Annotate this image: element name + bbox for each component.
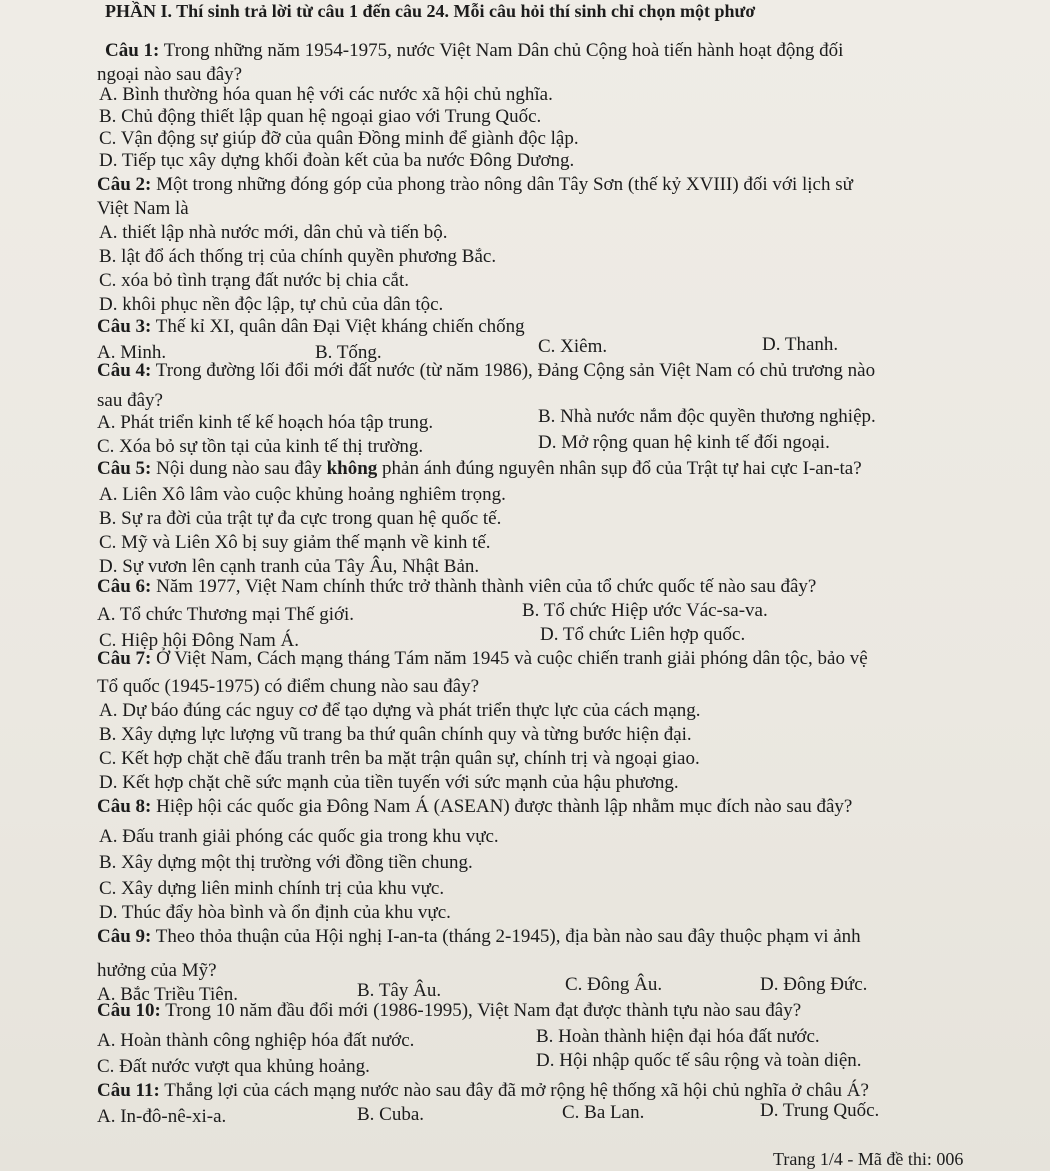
question-8-option-a: A. Đấu tranh giải phóng các quốc gia trong khu vực. <box>99 826 499 847</box>
question-1-stem-cont: ngoại nào sau đây? <box>97 64 243 85</box>
question-8-option-d: D. Thúc đẩy hòa bình và ổn định của khu vực. <box>99 902 451 923</box>
question-11-option-b: B. Cuba. <box>357 1104 425 1125</box>
question-11-stem: Câu 11: Thắng lợi của cách mạng nước nào sau đây đã mở rộng hệ thống xã hội chủ nghĩa ở châu Á? <box>97 1080 869 1101</box>
question-9-stem: Câu 9: Theo thỏa thuận của Hội nghị I-an-ta (tháng 2-1945), địa bàn nào sau đây thuộc phạm vi ảnh <box>97 926 861 947</box>
question-6-stem: Câu 6: Năm 1977, Việt Nam chính thức trở thành thành viên của tổ chức quốc tế nào sau đây? <box>97 576 817 597</box>
question-3-stem: Câu 3: Thế kỉ XI, quân dân Đại Việt kháng chiến chống <box>97 316 525 337</box>
question-4-stem-cont: sau đây? <box>97 390 163 411</box>
question-3-option-a: A. Minh. <box>97 342 167 363</box>
question-2-option-a: A. thiết lập nhà nước mới, dân chủ và tiến bộ. <box>99 222 448 243</box>
question-9-option-a: A. Bắc Triều Tiên. <box>97 984 238 1005</box>
question-8-stem: Câu 8: Hiệp hội các quốc gia Đông Nam Á (ASEAN) được thành lập nhằm mục đích nào sau đây? <box>97 796 853 817</box>
question-9-option-b: B. Tây Âu. <box>357 980 442 1001</box>
question-4-option-a: A. Phát triển kinh tế kế hoạch hóa tập trung. <box>97 412 434 433</box>
section-header: PHẦN I. Thí sinh trả lời từ câu 1 đến câu 24. Mỗi câu hỏi thí sinh chỉ chọn một phươ <box>105 1 756 21</box>
question-10-option-d: D. Hội nhập quốc tế sâu rộng và toàn diện. <box>536 1050 862 1071</box>
question-1-option-a: A. Bình thường hóa quan hệ với các nước xã hội chủ nghĩa. <box>99 84 553 105</box>
question-9-option-c: C. Đông Âu. <box>565 974 663 995</box>
question-10-option-c: C. Đất nước vượt qua khủng hoảng. <box>97 1056 370 1077</box>
question-2-stem-cont: Việt Nam là <box>97 198 189 219</box>
question-5-option-a: A. Liên Xô lâm vào cuộc khủng hoảng nghiêm trọng. <box>99 484 506 505</box>
question-4-stem: Câu 4: Trong đường lối đổi mới đất nước (từ năm 1986), Đảng Cộng sản Việt Nam có chủ trương nào <box>97 360 876 381</box>
question-4-option-c: C. Xóa bỏ sự tồn tại của kinh tế thị trường. <box>97 436 424 457</box>
question-7-stem: Câu 7: Ở Việt Nam, Cách mạng tháng Tám năm 1945 và cuộc chiến tranh giải phóng dân tộc, bảo vệ <box>97 648 868 669</box>
question-10-option-a: A. Hoàn thành công nghiệp hóa đất nước. <box>97 1030 415 1051</box>
question-6-option-a: A. Tổ chức Thương mại Thế giới. <box>97 604 355 625</box>
question-11-option-a: A. In-đô-nê-xi-a. <box>97 1106 227 1127</box>
question-7-option-a: A. Dự báo đúng các nguy cơ để tạo dựng và phát triển thực lực của cách mạng. <box>99 700 701 721</box>
question-8-option-c: C. Xây dựng liên minh chính trị của khu vực. <box>99 878 445 899</box>
question-1-option-d: D. Tiếp tục xây dựng khối đoàn kết của ba nước Đông Dương. <box>99 150 575 171</box>
question-6-option-c: C. Hiệp hội Đông Nam Á. <box>99 630 300 651</box>
question-7-option-d: D. Kết hợp chặt chẽ sức mạnh của tiền tuyến với sức mạnh của hậu phương. <box>99 772 679 793</box>
question-5-stem: Câu 5: Nội dung nào sau đây không phản ánh đúng nguyên nhân sụp đổ của Trật tự hai cực I-an-ta? <box>97 458 862 479</box>
question-6-option-d: D. Tổ chức Liên hợp quốc. <box>540 624 746 645</box>
question-9-option-d: D. Đông Đức. <box>760 974 868 995</box>
question-4-option-b: B. Nhà nước nắm độc quyền thương nghiệp. <box>538 406 876 427</box>
question-6-option-b: B. Tổ chức Hiệp ước Vác-sa-va. <box>522 600 768 621</box>
question-5-option-b: B. Sự ra đời của trật tự đa cực trong quan hệ quốc tế. <box>99 508 502 529</box>
question-2-option-c: C. xóa bỏ tình trạng đất nước bị chia cắt. <box>99 270 410 291</box>
question-2-stem: Câu 2: Một trong những đóng góp của phong trào nông dân Tây Sơn (thế kỷ XVIII) đối với lịch sử <box>97 174 853 195</box>
question-7-option-c: C. Kết hợp chặt chẽ đấu tranh trên ba mặt trận quân sự, chính trị và ngoại giao. <box>99 748 700 769</box>
question-9-stem-cont: hưởng của Mỹ? <box>97 960 217 981</box>
question-5-option-c: C. Mỹ và Liên Xô bị suy giảm thế mạnh về kinh tế. <box>99 532 491 553</box>
question-1-option-b: B. Chủ động thiết lập quan hệ ngoại giao với Trung Quốc. <box>99 106 542 127</box>
question-8-option-b: B. Xây dựng một thị trường với đồng tiền chung. <box>99 852 473 873</box>
question-1-stem: Câu 1: Trong những năm 1954-1975, nước Việt Nam Dân chủ Cộng hoà tiến hành hoạt động đối <box>105 40 844 61</box>
question-10-stem: Câu 10: Trong 10 năm đầu đổi mới (1986-1995), Việt Nam đạt được thành tựu nào sau đây? <box>97 1000 802 1021</box>
question-7-option-b: B. Xây dựng lực lượng vũ trang ba thứ quân chính quy và từng bước hiện đại. <box>99 724 692 745</box>
page-footer: Trang 1/4 - Mã đề thi: 006 <box>773 1149 964 1169</box>
question-2-option-b: B. lật đổ ách thống trị của chính quyền phương Bắc. <box>99 246 497 267</box>
question-3-option-b: B. Tống. <box>315 342 382 363</box>
question-5-option-d: D. Sự vươn lên cạnh tranh của Tây Âu, Nhật Bản. <box>99 556 480 577</box>
question-3-option-d: D. Thanh. <box>762 334 839 355</box>
question-11-option-d: D. Trung Quốc. <box>760 1100 880 1121</box>
question-11-option-c: C. Ba Lan. <box>562 1102 645 1123</box>
question-3-option-c: C. Xiêm. <box>538 336 608 357</box>
question-7-stem-cont: Tổ quốc (1945-1975) có điểm chung nào sau đây? <box>97 676 480 697</box>
question-4-option-d: D. Mở rộng quan hệ kinh tế đối ngoại. <box>538 432 830 453</box>
question-10-option-b: B. Hoàn thành hiện đại hóa đất nước. <box>536 1026 820 1047</box>
question-1-option-c: C. Vận động sự giúp đỡ của quân Đồng minh để giành độc lập. <box>99 128 579 149</box>
question-2-option-d: D. khôi phục nền độc lập, tự chủ của dân tộc. <box>99 294 444 315</box>
